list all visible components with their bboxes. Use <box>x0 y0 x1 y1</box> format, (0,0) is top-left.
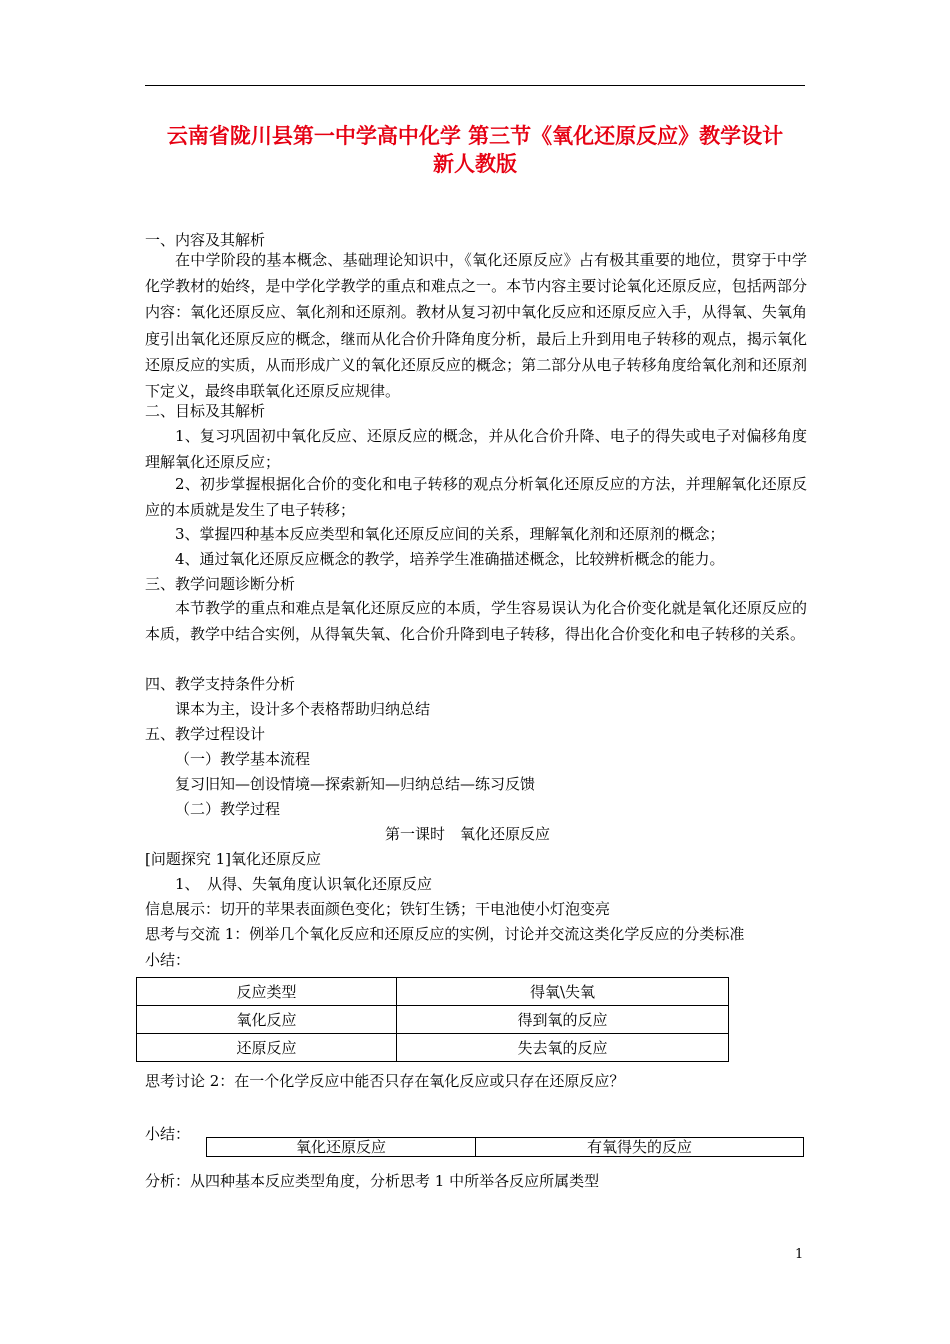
inquiry-point-1: 1、 从得、失氧角度认识氧化还原反应 <box>175 875 433 893</box>
section3-paragraph: 本节教学的重点和难点是氧化还原反应的本质，学生容易误认为化合价变化就是氧化还原反应的本质，教学中结合实例，从得氧失氧、化合价升降到电子转移，得出化合价变化和电子转移的关系。 <box>145 599 807 644</box>
table-row <box>137 1006 729 1034</box>
table-cell: 有氧得失的反应 <box>476 1138 804 1157</box>
table-row <box>207 1138 804 1157</box>
lesson-title: 第一课时 氧化还原反应 <box>385 825 551 843</box>
goal-item-3: 3、掌握四种基本反应类型和氧化还原反应间的关系，理解氧化剂和还原剂的概念； <box>175 525 725 543</box>
section4-paragraph: 课本为主，设计多个表格帮助归纳总结 <box>175 700 431 718</box>
table-cell: 失去氧的反应 <box>397 1034 729 1062</box>
table-cell: 还原反应 <box>137 1034 397 1062</box>
table-cell: 氧化反应 <box>137 1006 397 1034</box>
summary-label-1: 小结： <box>145 951 191 969</box>
section2-heading: 二、目标及其解析 <box>145 402 266 420</box>
redox-summary-table <box>206 1137 804 1157</box>
table-row <box>137 1034 729 1062</box>
info-display: 信息展示：切开的苹果表面颜色变化；铁钉生锈；干电池使小灯泡变亮 <box>145 900 611 918</box>
analysis-line: 分析：从四种基本反应类型角度，分析思考 1 中所举各反应所属类型 <box>145 1172 600 1190</box>
goal-item-1: 1、复习巩固初中氧化反应、还原反应的概念，并从化合价升降、电子的得失或电子对偏移角度理解氧化还原反应； <box>145 427 807 472</box>
table-cell: 得到氧的反应 <box>397 1006 729 1034</box>
table-cell: 氧化还原反应 <box>207 1138 476 1157</box>
inquiry-heading: [问题探究 1]氧化还原反应 <box>145 850 322 868</box>
table-header-row <box>137 978 729 1006</box>
section5-heading: 五、教学过程设计 <box>145 725 266 743</box>
document-title-line1: 云南省陇川县第一中学高中化学 第三节《氧化还原反应》教学设计 <box>166 123 784 148</box>
subsection-basic-flow: （一）教学基本流程 <box>175 750 311 768</box>
summary-label-2: 小结： <box>145 1125 191 1143</box>
section3-heading: 三、教学问题诊断分析 <box>145 575 296 593</box>
goal-item-2: 2、初步掌握根据化合价的变化和电子转移的观点分析氧化还原反应的方法，并理解氧化还原反应的本质就是发生了电子转移； <box>145 475 807 520</box>
oxidation-reduction-table <box>136 977 729 1062</box>
table-header-cell: 反应类型 <box>137 978 397 1006</box>
goal-item-4: 4、通过氧化还原反应概念的教学，培养学生准确描述概念，比较辨析概念的能力。 <box>175 550 725 568</box>
document-title-line2: 新人教版 <box>433 151 517 176</box>
think-exchange-1: 思考与交流 1：例举几个氧化反应和还原反应的实例，讨论并交流这类化学反应的分类标准 <box>145 925 745 943</box>
section1-heading: 一、内容及其解析 <box>145 231 266 249</box>
section1-paragraph: 在中学阶段的基本概念、基础理论知识中，《氧化还原反应》占有极其重要的地位，贯穿于中学化学教材的始终，是中学化学教学的重点和难点之一。本节内容主要讨论氧化还原反应，包括两部分内容：氧化还原反应、氧化剂和还原剂。教材从复习初中氧化反应和还原反应入手，从得氧、失氧角度引出氧化还原反应的概念，继而从化合价升降角度分析，最后上升到用电子转移的观点，揭示氧化还原反应的实质，从而形成广义的氧化还原反应的概念；第二部分从电子转移角度给氧化剂和还原剂下定义，最终串联氧化还原反应规律。 <box>145 251 807 401</box>
think-discussion-2: 思考讨论 2：在一个化学反应中能否只存在氧化反应或只存在还原反应？ <box>145 1072 625 1090</box>
table-header-cell: 得氧\失氧 <box>397 978 729 1006</box>
section4-heading: 四、教学支持条件分析 <box>145 675 296 693</box>
page-number: 1 <box>795 1247 804 1262</box>
header-rule <box>145 85 805 86</box>
teaching-flow: 复习旧知—创设情境—探索新知—归纳总结—练习反馈 <box>175 775 536 793</box>
subsection-process: （二）教学过程 <box>175 800 281 818</box>
